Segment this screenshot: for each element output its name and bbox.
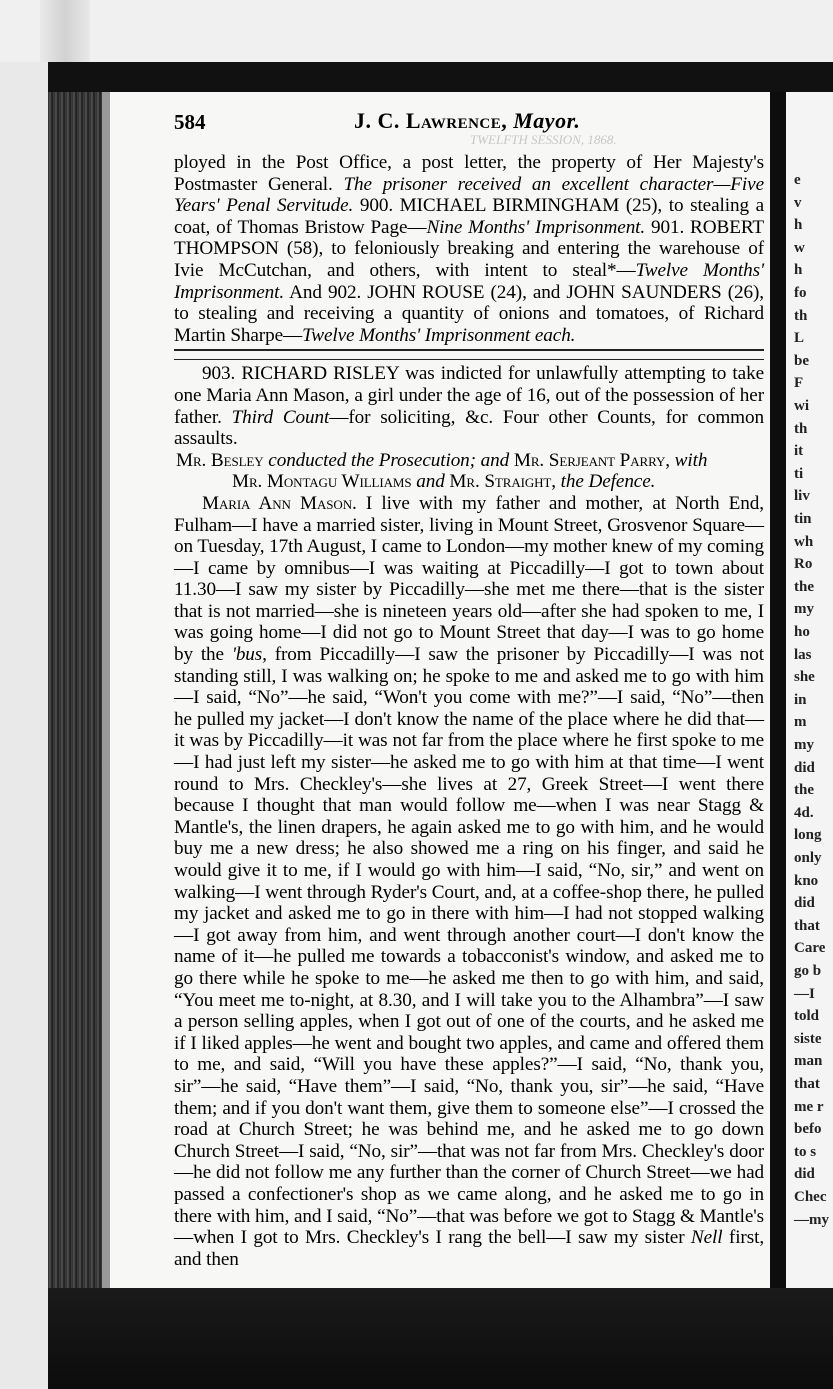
page-number: 584	[174, 110, 206, 134]
facing-page-letter: she	[794, 669, 815, 686]
facing-page-letter: the	[794, 578, 814, 595]
text-span: 900. MICHAEL BIRMINGHAM (25), to stealing a coat, of Thomas Bristow Page—	[174, 195, 765, 238]
facing-page-letter: fo	[794, 285, 807, 301]
italic-span: Third Count	[231, 406, 330, 428]
counsel-name: Mr. Serjeant Parry,	[513, 449, 670, 471]
counsel-name: Mr. Besley	[176, 449, 264, 471]
paragraph-sentences	[174, 152, 764, 346]
facing-page-letter: ho	[794, 624, 810, 640]
facing-page-letter: L	[794, 330, 805, 347]
text-span: I live with my father and mother, at North End, Fulham—I have a married sister, living in Mount Street, Grosvenor Square—on Tuesday, 17th August, I came to London—my mother knew of my coming—I came by omnibus—I was waiting at Piccadilly—I got to town about 11.30—I saw my sister by Piccadilly—she met me there—that is the sister that is not married—she is nineteen years old—after she had spoken to me, I was going home—I did not go to Mount Street that day—I was to go home by the	[174, 492, 764, 666]
facing-page-letter: wi	[794, 398, 809, 414]
facing-page-letter: Ro	[794, 556, 813, 573]
scan-smudge	[40, 0, 90, 62]
facing-page-letter: that	[794, 917, 820, 934]
italic-span: The prisoner received an excellent character—Five Years' Penal Servitude.	[174, 173, 764, 217]
italic-span: Twelve Months' Imprisonment.	[174, 259, 764, 303]
bleed-through-text: TWELFTH SESSION, 1868.	[470, 132, 617, 147]
facing-page-letter: v	[794, 194, 802, 211]
italic-span: Nell	[690, 1227, 723, 1249]
document-body	[174, 152, 764, 1270]
facing-page-letter: me r	[794, 1098, 824, 1115]
spine-edge	[102, 92, 110, 1292]
italic-span: Twelve Months' Imprisonment each.	[302, 324, 576, 346]
facing-page-letter: siste	[794, 1030, 822, 1047]
facing-page-letter: did	[794, 1166, 815, 1183]
facing-page-letter: tin	[794, 511, 812, 527]
facing-page-letter: 4d.	[794, 804, 814, 821]
section-rule	[174, 349, 764, 360]
facing-page-letter: to s	[794, 1143, 817, 1160]
facing-page-fragment	[786, 92, 833, 1292]
facing-page-letter: th	[794, 307, 808, 324]
facing-page-letter: th	[794, 420, 808, 437]
facing-page-letter: befo	[794, 1121, 822, 1138]
facing-page-letter: —I	[794, 985, 815, 1002]
facing-page-letter: m	[794, 714, 807, 731]
facing-page-letter: go b	[794, 963, 822, 979]
document-page	[110, 92, 770, 1288]
page-header	[174, 102, 764, 147]
text-span: And 902. JOHN ROUSE (24), and JOHN SAUNDERS (26), to stealing and receiving a quantity of onions and tomatoes, of Richard Martin Sharpe—	[174, 281, 764, 346]
facing-page-letter: did	[794, 759, 815, 776]
facing-page-letter: did	[794, 895, 815, 912]
witness-name: Maria Ann Mason.	[202, 492, 357, 514]
text-span: ployed in the Post Office, a post letter, the property of Her Majesty's Postmaster General.	[174, 152, 764, 195]
counsel-line-2	[174, 471, 764, 493]
paragraph-testimony	[174, 493, 764, 1270]
counsel-name: Mr. Montagu Williams	[232, 471, 412, 493]
counsel-line	[174, 450, 764, 472]
facing-page-letter: h	[794, 217, 803, 234]
facing-page-letter: wh	[794, 533, 814, 550]
facing-page-letter: my	[794, 601, 814, 618]
counsel-name: Mr. Straight,	[449, 471, 556, 493]
book-spine	[48, 92, 110, 1292]
italic-span: 'bus,	[231, 644, 267, 666]
facing-page-letter: liv	[794, 488, 810, 505]
facing-page-letter: —my	[794, 1211, 829, 1228]
running-head-name: J. C. Lawrence,	[354, 108, 508, 133]
book-gutter	[770, 92, 786, 1292]
italic-span: the Defence.	[560, 471, 656, 493]
facing-page-letter: e	[794, 172, 801, 188]
text-span: 903. RICHARD RISLEY was indicted for unlawfully attempting to take one Maria Ann Mason, a girl under the age of 16, out of the possession of her father.	[174, 363, 764, 428]
facing-page-letter: man	[794, 1053, 823, 1070]
facing-page-letter: h	[794, 262, 803, 279]
italic-span: and	[416, 471, 445, 493]
facing-page-letter: las	[794, 646, 812, 663]
facing-page-letter: w	[794, 239, 805, 256]
facing-page-letter: kno	[794, 872, 819, 889]
paragraph-indictment	[174, 363, 764, 449]
facing-page-letter: my	[794, 737, 814, 753]
facing-page-letter: long	[794, 827, 822, 844]
italic-span: Nine Months' Imprisonment.	[426, 216, 646, 238]
book-top-edge	[48, 62, 833, 96]
text-span: first, and then	[174, 1227, 765, 1270]
facing-page-letter: Chec	[794, 1189, 827, 1205]
text-span: 901. ROBERT THOMPSON (58), to feloniously breaking and entering the warehouse of Ivie McCutchan, and others, with intent to steal*—	[174, 216, 764, 281]
italic-span: conducted the Prosecution; and	[268, 449, 510, 471]
running-head-title: Mayor.	[513, 108, 581, 133]
book-bottom-edge	[48, 1288, 833, 1389]
text-span: from Piccadilly—I saw the prisoner by Piccadilly—I was not standing still, I was walking on; he spoke to me and asked me to go with him—I said, “No”—he said, “Won't you come with me?”—I said, “No”—then he pulled my jacket—I don't know the name of the place where he did that—it was by Piccadilly—it was not far from the place where he first spoke to me—I had just left my sister—he asked me to go with him at that time—I went round to Mrs. Checkley's—she lives at 27, Greek Street—I went there because I thought that man would follow me—when I was near Stagg & Mantle's, the linen drapers, he again asked me to go with him, and he would buy me a new dress; he also showed me a ring on his finger, and said he would give it to me, if I would go with him—I said, “No, sir,” and went on walking—I went through Ryder's Court, and, at a coffee-shop there, he pulled my jacket and asked me to go in there with him—I had not stopped walking—I got away from him, and went through another court—I don't know the name of it—he pulled me towards a tobacconist's window, and asked me to go there while he spoke to me—he asked me then to go with him, and said, “You meet me to-night, at 8.30, and I will take you to the Alhambra”—I saw a person selling apples, when I got out of one of the courts, and he asked me if I liked apples—he went and bought two apples, and came and offered them to me, and said, “Will you have these apples?”—I said, “No, thank you, sir”—he said, “Have them”—I said, “No, thank you, sir”—he said, “Have them; and if you don't want them, give them to someone else”—I crossed the road at Church Street; he was behind me, and he asked me to go down Church Street—I said, “No, sir”—that was not far from Mrs. Checkley's door—he did not follow me any further than the corner of Church Street—we had passed a confectioner's shop as we came along, and he asked me to go in there with him, and I said, “No”—that was before we got to Stagg & Mantle's—when I got to Mrs. Checkley's I rang the bell—I saw my sister	[174, 644, 765, 1249]
facing-page-letter: it	[794, 443, 804, 460]
scan-background	[0, 0, 833, 62]
italic-span: with	[674, 449, 708, 471]
facing-page-letter: F	[794, 375, 804, 392]
facing-page-letter: in	[794, 691, 807, 708]
facing-page-letter: be	[794, 352, 809, 369]
text-span: —for soliciting, &c. Four other Counts, for common assaults.	[174, 406, 764, 450]
facing-page-letter: ti	[794, 465, 804, 482]
facing-page-letter: that	[794, 1076, 820, 1092]
facing-page-letter: the	[794, 782, 814, 799]
facing-page-letter: Care	[794, 940, 826, 957]
running-head	[354, 108, 580, 134]
facing-page-letter: only	[794, 850, 822, 866]
facing-page-letter: told	[794, 1008, 820, 1025]
